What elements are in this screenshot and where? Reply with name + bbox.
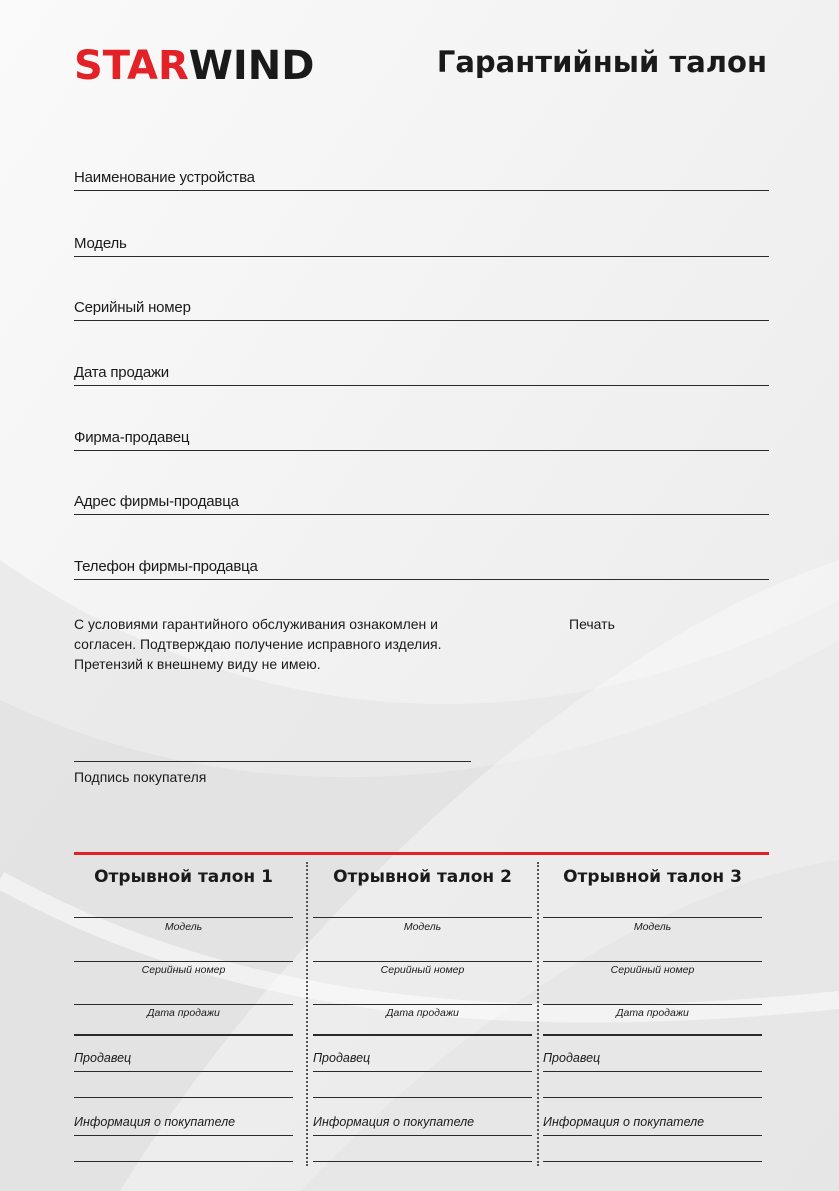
field-label: Серийный номер: [74, 299, 191, 316]
signature-line[interactable]: [74, 761, 471, 762]
buyer-info-label: Информация о покупателе: [74, 1115, 236, 1129]
date-line[interactable]: [313, 1004, 532, 1005]
tear-line: [537, 862, 539, 1166]
seller-line-2[interactable]: [543, 1097, 762, 1098]
model-line[interactable]: [74, 917, 293, 918]
buyer-line[interactable]: [74, 1135, 293, 1136]
buyer-info-label: Информация о покупателе: [543, 1115, 705, 1129]
date-line[interactable]: [543, 1004, 762, 1005]
field-serial-number[interactable]: [74, 294, 769, 321]
model-caption: Модель: [633, 921, 672, 933]
consent-line: С условиями гарантийного обслуживания ознакомлен и: [74, 616, 438, 632]
divider: [543, 1034, 762, 1036]
field-label: Наименование устройства: [74, 169, 255, 186]
field-seller-phone[interactable]: [74, 553, 769, 580]
buyer-line-2[interactable]: [543, 1161, 762, 1162]
divider: [313, 1034, 532, 1036]
coupon-title: Отрывной талон 1: [94, 867, 273, 887]
serial-caption: Серийный номер: [141, 964, 226, 976]
seller-line[interactable]: [74, 1071, 293, 1072]
buyer-line[interactable]: [543, 1135, 762, 1136]
page-title: Гарантийный талон: [436, 45, 767, 79]
coupon-title: Отрывной талон 2: [333, 867, 512, 887]
field-label: Адрес фирмы-продавца: [74, 493, 239, 510]
serial-line[interactable]: [313, 961, 532, 962]
buyer-line-2[interactable]: [74, 1161, 293, 1162]
seller-label: Продавец: [313, 1051, 371, 1065]
field-device-name[interactable]: [74, 164, 769, 191]
consent-text: [74, 614, 494, 674]
field-seller-company[interactable]: [74, 424, 769, 451]
divider: [74, 1034, 293, 1036]
seller-line[interactable]: [313, 1071, 532, 1072]
field-label: Модель: [74, 235, 127, 252]
buyer-line-2[interactable]: [313, 1161, 532, 1162]
field-model[interactable]: [74, 230, 769, 257]
field-label: Дата продажи: [74, 364, 169, 381]
model-line[interactable]: [313, 917, 532, 918]
seller-line[interactable]: [543, 1071, 762, 1072]
serial-line[interactable]: [543, 961, 762, 962]
red-divider: [74, 852, 769, 855]
buyer-info-label: Информация о покупателе: [313, 1115, 475, 1129]
tear-line: [306, 862, 308, 1166]
stamp-label: Печать: [569, 616, 615, 632]
tear-off-coupon-1: [74, 858, 293, 1168]
model-caption: Модель: [164, 921, 203, 933]
field-sale-date[interactable]: [74, 359, 769, 386]
date-line[interactable]: [74, 1004, 293, 1005]
signature-label: Подпись покупателя: [74, 769, 207, 785]
consent-line: согласен. Подтверждаю получение исправного изделия.: [74, 636, 442, 652]
field-label: Телефон фирмы-продавца: [74, 558, 258, 575]
logo-star-text: STAR: [74, 43, 189, 89]
logo-wind-text: WIND: [188, 43, 315, 89]
tear-off-coupon-2: [313, 858, 532, 1168]
seller-label: Продавец: [543, 1051, 601, 1065]
field-label: Фирма-продавец: [74, 429, 190, 446]
serial-caption: Серийный номер: [380, 964, 465, 976]
serial-line[interactable]: [74, 961, 293, 962]
serial-caption: Серийный номер: [610, 964, 695, 976]
date-caption: Дата продажи: [147, 1007, 220, 1019]
coupon-title: Отрывной талон 3: [563, 867, 742, 887]
tear-off-coupon-3: [543, 858, 762, 1168]
buyer-line[interactable]: [313, 1135, 532, 1136]
model-line[interactable]: [543, 917, 762, 918]
seller-line-2[interactable]: [74, 1097, 293, 1098]
date-caption: Дата продажи: [386, 1007, 459, 1019]
field-seller-address[interactable]: [74, 488, 769, 515]
seller-line-2[interactable]: [313, 1097, 532, 1098]
date-caption: Дата продажи: [616, 1007, 689, 1019]
starwind-logo: [74, 44, 314, 88]
model-caption: Модель: [403, 921, 442, 933]
consent-line: Претензий к внешнему виду не имею.: [74, 656, 321, 672]
seller-label: Продавец: [74, 1051, 132, 1065]
